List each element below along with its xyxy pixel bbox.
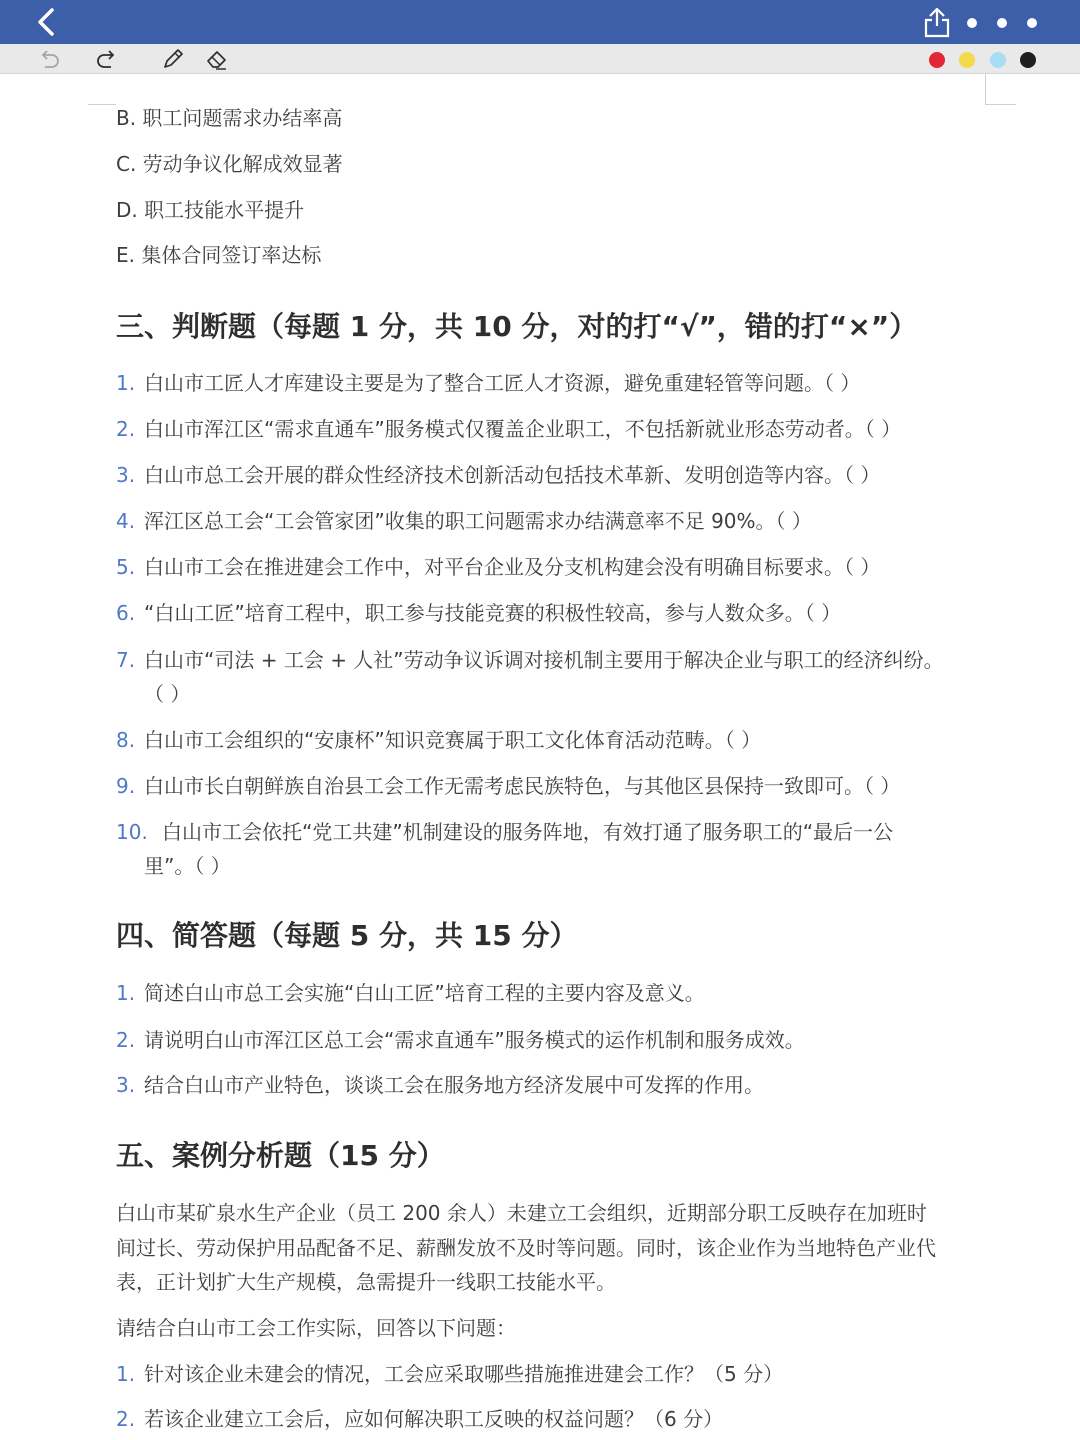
option-b: B. 职工问题需求办结率高 xyxy=(116,106,343,130)
case-paragraph-line: 表，正计划扩大生产规模，急需提升一线职工技能水平。 xyxy=(116,1270,616,1294)
section5-title: 五、案例分析题（15 分） xyxy=(116,1139,445,1172)
item-number: 10. xyxy=(116,820,148,844)
section3-title: 三、判断题（每题 1 分，共 10 分，对的打“√”，错的打“×”） xyxy=(116,310,918,343)
section4-title: 四、简答题（每题 5 分，共 15 分） xyxy=(116,919,578,952)
item-number: 3. xyxy=(116,463,136,487)
item-text: 白山市工会依托“党工共建”机制建设的服务阵地，有效打通了服务职工的“最后一公 xyxy=(162,820,894,844)
item-text: 白山市工会组织的“安康杯”知识竞赛属于职工文化体育活动范畴。（ ） xyxy=(144,728,762,752)
list-item xyxy=(116,819,893,845)
item-text: 浑江区总工会“工会管家团”收集的职工问题需求办结满意率不足 90%。（ ） xyxy=(144,509,812,533)
item-text: 白山市工会在推进建会工作中，对平台企业及分支机构建会没有明确目标要求。（ ） xyxy=(144,555,881,579)
item-text: 针对该企业未建会的情况，工会应采取哪些措施推进建会工作？（5 分） xyxy=(144,1362,784,1386)
item-text: 白山市长白朝鲜族自治县工会工作无需考虑民族特色，与其他区县保持一致即可。（ ） xyxy=(144,774,901,798)
list-item xyxy=(116,1361,783,1387)
case-prompt: 请结合白山市工会工作实际，回答以下问题： xyxy=(116,1316,516,1340)
item-number: 5. xyxy=(116,555,136,579)
list-item xyxy=(116,647,944,673)
list-item xyxy=(116,1406,723,1432)
item-number: 1. xyxy=(116,981,136,1005)
item-number: 2. xyxy=(116,1028,136,1052)
list-item xyxy=(116,980,705,1006)
list-item xyxy=(116,508,812,534)
list-item xyxy=(116,416,901,442)
list-item xyxy=(116,600,841,626)
item-text: 结合白山市产业特色，谈谈工会在服务地方经济发展中可发挥的作用。 xyxy=(144,1073,764,1097)
item-number: 2. xyxy=(116,1407,136,1431)
item-number: 9. xyxy=(116,774,136,798)
item-number: 8. xyxy=(116,728,136,752)
list-item xyxy=(116,554,880,580)
item-number: 1. xyxy=(116,371,136,395)
list-item xyxy=(116,773,900,799)
case-paragraph-line: 白山市某矿泉水生产企业（员工 200 余人）未建立工会组织，近期部分职工反映存在加班时 xyxy=(116,1201,927,1225)
item-text: 白山市“司法 + 工会 + 人社”劳动争议诉调对接机制主要用于解决企业与职工的经济纠纷。 xyxy=(144,648,944,672)
item-text: 简述白山市总工会实施“白山工匠”培育工程的主要内容及意义。 xyxy=(144,981,705,1005)
item-number: 7. xyxy=(116,648,136,672)
item-text: 白山市总工会开展的群众性经济技术创新活动包括技术革新、发明创造等内容。（ ） xyxy=(144,463,881,487)
option-d: D. 职工技能水平提升 xyxy=(116,198,305,222)
item-number: 3. xyxy=(116,1073,136,1097)
item-number: 6. xyxy=(116,601,136,625)
option-e: E. 集体合同签订率达标 xyxy=(116,243,322,267)
case-paragraph-line: 间过长、劳动保护用品配备不足、薪酬发放不及时等问题。同时，该企业作为当地特色产业代 xyxy=(116,1236,936,1260)
item-text-continued: 里”。（ ） xyxy=(144,854,231,878)
list-item xyxy=(116,462,880,488)
list-item xyxy=(116,727,761,753)
option-c: C. 劳动争议化解成效显著 xyxy=(116,152,343,176)
item-number: 1. xyxy=(116,1362,136,1386)
list-item xyxy=(116,1072,764,1098)
item-text: 白山市浑江区“需求直通车”服务模式仅覆盖企业职工，不包括新就业形态劳动者。（ ） xyxy=(144,417,902,441)
item-text: 请说明白山市浑江区总工会“需求直通车”服务模式的运作机制和服务成效。 xyxy=(144,1028,805,1052)
item-text: 若该企业建立工会后，应如何解决职工反映的权益问题？（6 分） xyxy=(144,1407,724,1431)
list-item xyxy=(116,1027,805,1053)
item-text: 白山市工匠人才库建设主要是为了整合工匠人才资源，避免重建轻管等问题。（ ） xyxy=(144,371,861,395)
list-item xyxy=(116,370,860,396)
item-number: 4. xyxy=(116,509,136,533)
item-text-continued: （ ） xyxy=(144,682,191,706)
item-text: “白山工匠”培育工程中，职工参与技能竞赛的积极性较高，参与人数众多。（ ） xyxy=(144,601,842,625)
item-number: 2. xyxy=(116,417,136,441)
